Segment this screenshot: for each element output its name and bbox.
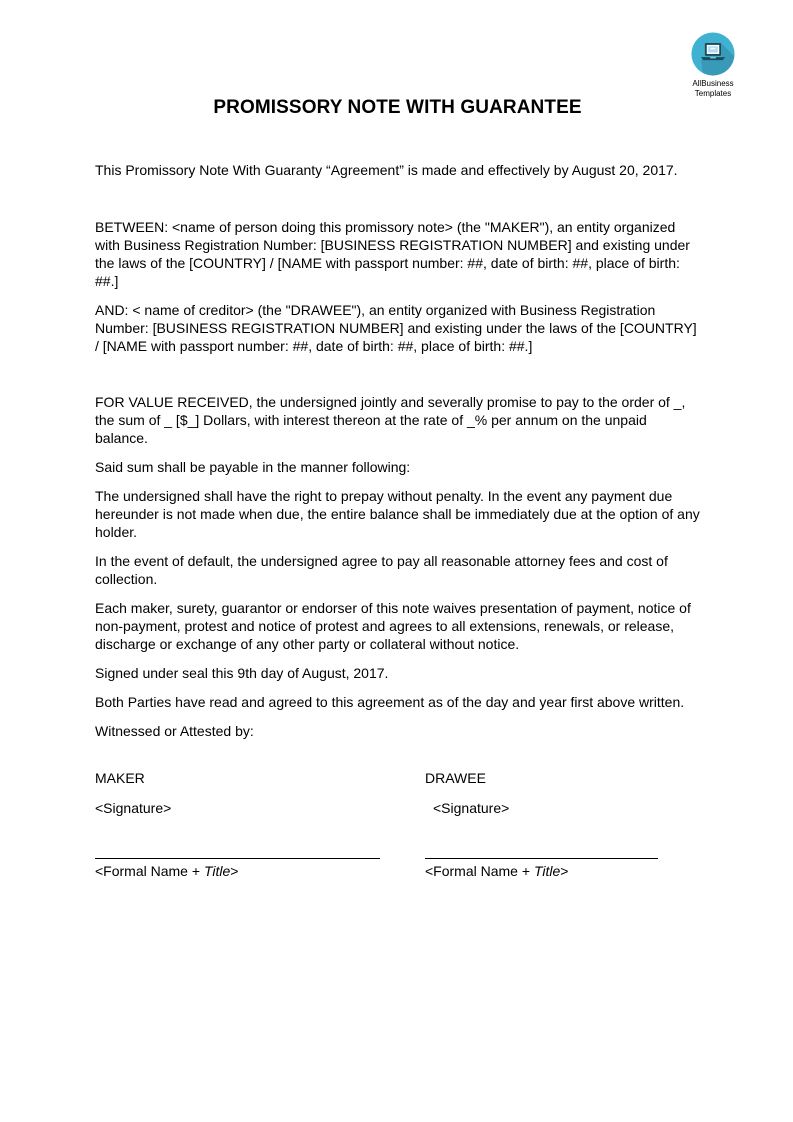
- maker-formal-name-title: Title: [203, 863, 231, 879]
- maker-party-label: MAKER: [95, 770, 145, 786]
- paragraph-witnessed: Witnessed or Attested by:: [95, 723, 254, 739]
- brand-name-line1: AllBusiness: [692, 79, 734, 88]
- drawee-formal-name: [425, 862, 700, 880]
- drawee-formal-name-suffix: >: [560, 863, 569, 879]
- document-title: PROMISSORY NOTE WITH GUARANTEE: [213, 97, 582, 118]
- signature-block-drawee: [425, 769, 700, 880]
- drawee-signature-placeholder: <Signature>: [433, 800, 510, 816]
- paragraph-acknowledgment: Both Parties have read and agreed to this agreement as of the day and year first above written.: [95, 694, 685, 710]
- document-content: [95, 0, 700, 880]
- paragraph-intro: This Promissory Note With Guaranty “Agreement” is made and effectively by August 20, 2017.: [95, 162, 678, 178]
- maker-formal-name: [95, 862, 425, 880]
- signature-block-maker: [95, 769, 425, 880]
- paragraph-and-drawee: AND: < name of creditor> (the "DRAWEE"), an entity organized with Business Registration Number: [BUSINESS REGISTRATION NUMBER] and existing under the laws of the [COUNTRY] / [NAME with passport number: ##, date of birth: ##, place of birth: ##.]: [95, 302, 697, 354]
- paragraph-waiver: Each maker, surety, guarantor or endorser of this note waives presentation of payment, notice of non-payment, protest and notice of protest and agrees to all extensions, renewals, or release, discharge or exchange of any other party or collateral without notice.: [95, 600, 691, 652]
- paragraph-prepay-right: The undersigned shall have the right to prepay without penalty. In the event any payment due hereunder is not made when due, the entire balance shall be immediately due at the option of any holder.: [95, 488, 700, 540]
- signature-section: [95, 769, 700, 880]
- paragraph-default-fees: In the event of default, the undersigned agree to pay all reasonable attorney fees and cost of collection.: [95, 553, 668, 587]
- drawee-formal-name-prefix: <Formal Name +: [425, 863, 534, 879]
- maker-signature-line: [95, 858, 380, 859]
- paragraph-signed-date: Signed under seal this 9th day of August, 2017.: [95, 665, 389, 681]
- drawee-formal-name-title: Title: [533, 863, 561, 879]
- brand-name-line2: Templates: [694, 89, 732, 98]
- drawee-signature-line: [425, 858, 658, 859]
- maker-formal-name-suffix: >: [230, 863, 239, 879]
- maker-formal-name-prefix: <Formal Name +: [95, 863, 204, 879]
- maker-signature-placeholder: <Signature>: [95, 800, 172, 816]
- drawee-party-label: DRAWEE: [425, 770, 486, 786]
- paragraph-between-maker: BETWEEN: <name of person doing this promissory note> (the "MAKER"), an entity organized with Business Registration Number: [BUSINESS REGISTRATION NUMBER] and existing under the laws of the [COUNTRY] / [NAME with passport number: ##, date of birth: ##, place of birth: ##.]: [95, 219, 690, 289]
- paragraph-for-value-received: FOR VALUE RECEIVED, the undersigned jointly and severally promise to pay to the order of _, the sum of _ [$_] Dollars, with interest thereon at the rate of _% per annum on the unpaid balance.: [95, 394, 686, 446]
- paragraph-payable-manner: Said sum shall be payable in the manner following:: [95, 459, 411, 475]
